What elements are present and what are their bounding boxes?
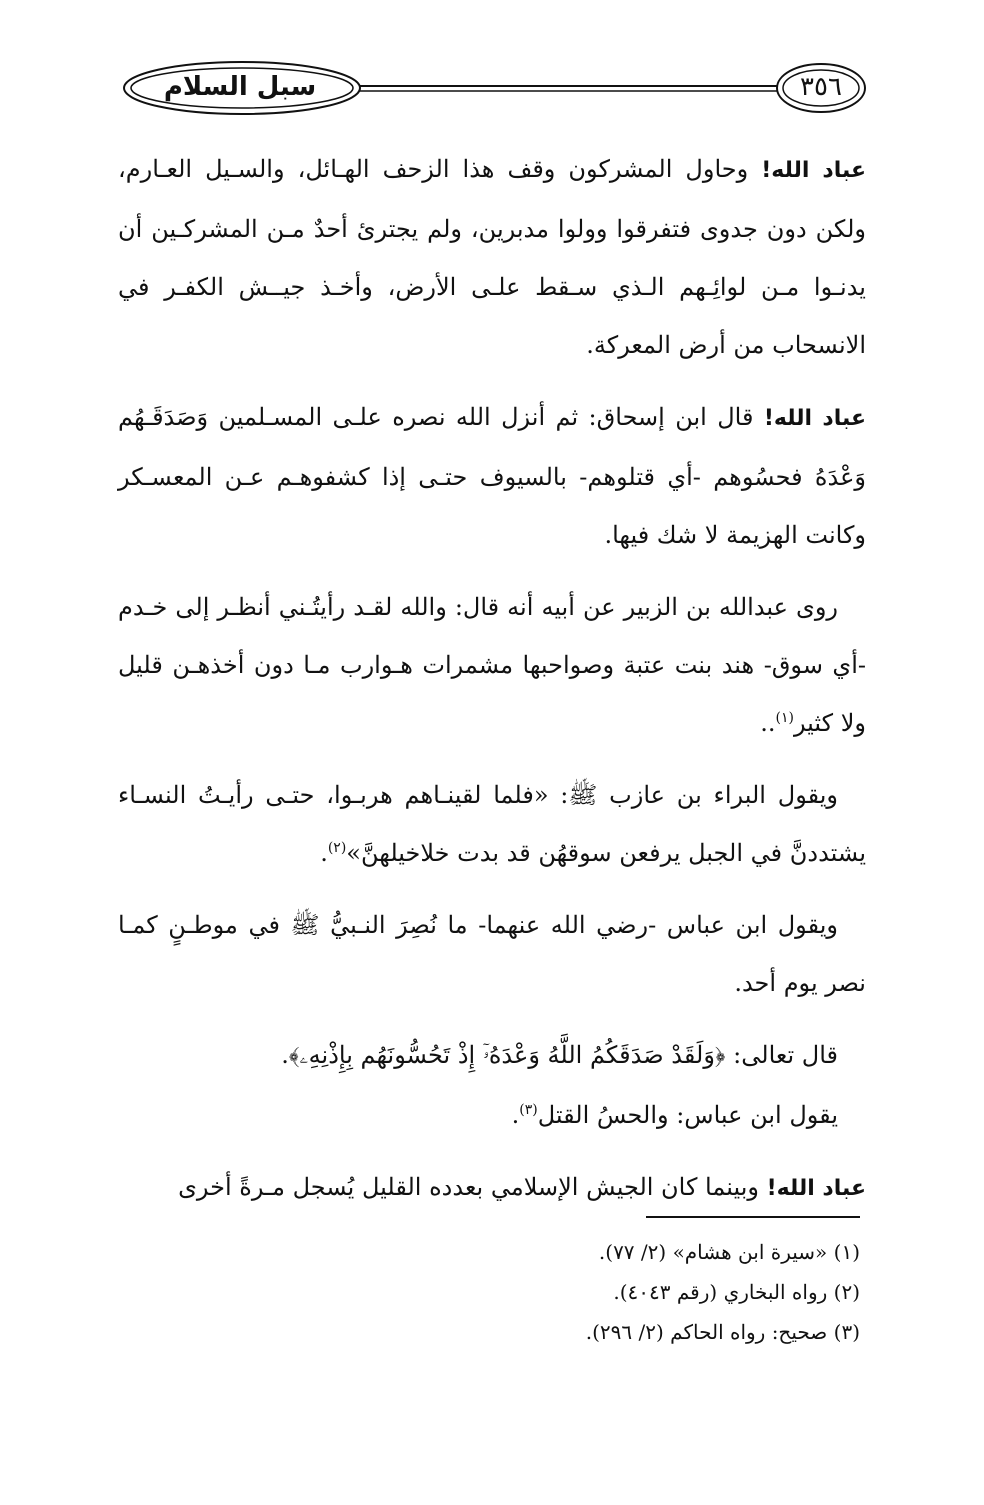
paragraph-text: قال ابن إسحاق: ثم أنزل الله نصره علـى المسـلمين وَصَدَقَـهُم وَعْدَهُ فحسُوهم -أي قتلوهم- بالسيوف حتـى إذا كشفوهـم عـن المعسـكر وكانت الهزيمة لا شك فيها. [118,403,866,549]
paragraph [118,578,866,752]
quran-verse-paragraph [118,1026,866,1084]
paragraph-tail: .. [760,709,776,737]
paragraph [118,388,866,564]
footnote-reference[interactable]: (٢) [327,840,347,856]
paragraph [118,766,866,882]
paragraph-tail: . [511,1101,520,1129]
page-header [120,58,872,120]
paragraph [118,1086,866,1144]
footnote-3: (٣) صحيح: رواه الحاكم (٢/ ٢٩٦). [585,1320,860,1344]
paragraph-text: ويقول ابن عباس -رضي الله عنهما- ما نُصِرَ النـبيُّ ﷺ في موطـنٍ كمـا نصر يوم أحد. [118,911,866,997]
footnote-separator [646,1216,860,1218]
paragraph-text: وحاول المشركون وقف هذا الزحف الهـائل، والسـيل العـارم، ولكن دون جدوى فتفرقوا وولوا مدبرين، ولم يجترئ أحدٌ مـن المشركـين أن يدنـوا مـن لوائِـهم الـذي سـقط علـى الأرض، وأخـذ جيــش الكفـر في الانسحاب من أرض المعركة. [118,155,866,359]
paragraph-text: وبينما كان الجيش الإسلامي بعدده القليل يُسجل مـرةً أخرى [178,1173,767,1201]
paragraph-text: ويقول البراء بن عازب ﷺ: «فلما لقينـاهم هربـوا، حتـى رأيـتُ النسـاء يشتددنَّ في الجبل يرفعن سوقهُن قد بدت خلاخيلهنَّ» [118,781,866,867]
paragraph-text: قال تعالى: ﴿وَلَقَدْ صَدَقَكُمُ اللَّهُ وَعْدَهُۥٓ إِذْ تَحُسُّونَهُم بِإِذْنِهِۦ﴾. [281,1041,838,1069]
main-text [118,140,866,1232]
footnote-reference[interactable]: (١) [775,710,794,726]
footnote-1: (١) «سيرة ابن هشام» (٢/ ٧٧). [598,1240,860,1264]
paragraph [118,1158,866,1218]
footnotes [500,1232,860,1352]
paragraph-text: روى عبدالله بن الزبير عن أبيه أنه قال: والله لقـد رأيتُـني أنظـر إلى خـدم -أي سوق- هند بنت عتبة وصواحبها مشمرات هـوارب مـا دون أخذهـن قليل ولا كثير [118,593,866,737]
paragraph-lead: عباد الله! [766,1176,866,1201]
page-number: ٣٥٦ [800,72,842,102]
paragraph-text: يقول ابن عباس: والحسُ القتل [537,1101,838,1129]
paragraph-lead: عباد الله! [761,158,866,183]
book-title: سبل السلام [163,72,317,102]
footnote-reference[interactable]: (٣) [519,1102,538,1118]
paragraph [118,140,866,374]
paragraph-tail: . [320,839,328,867]
paragraph-lead: عباد الله! [763,406,866,431]
paragraph [118,896,866,1012]
footnote-2: (٢) رواه البخاري (رقم ٤٠٤٣). [613,1280,860,1304]
